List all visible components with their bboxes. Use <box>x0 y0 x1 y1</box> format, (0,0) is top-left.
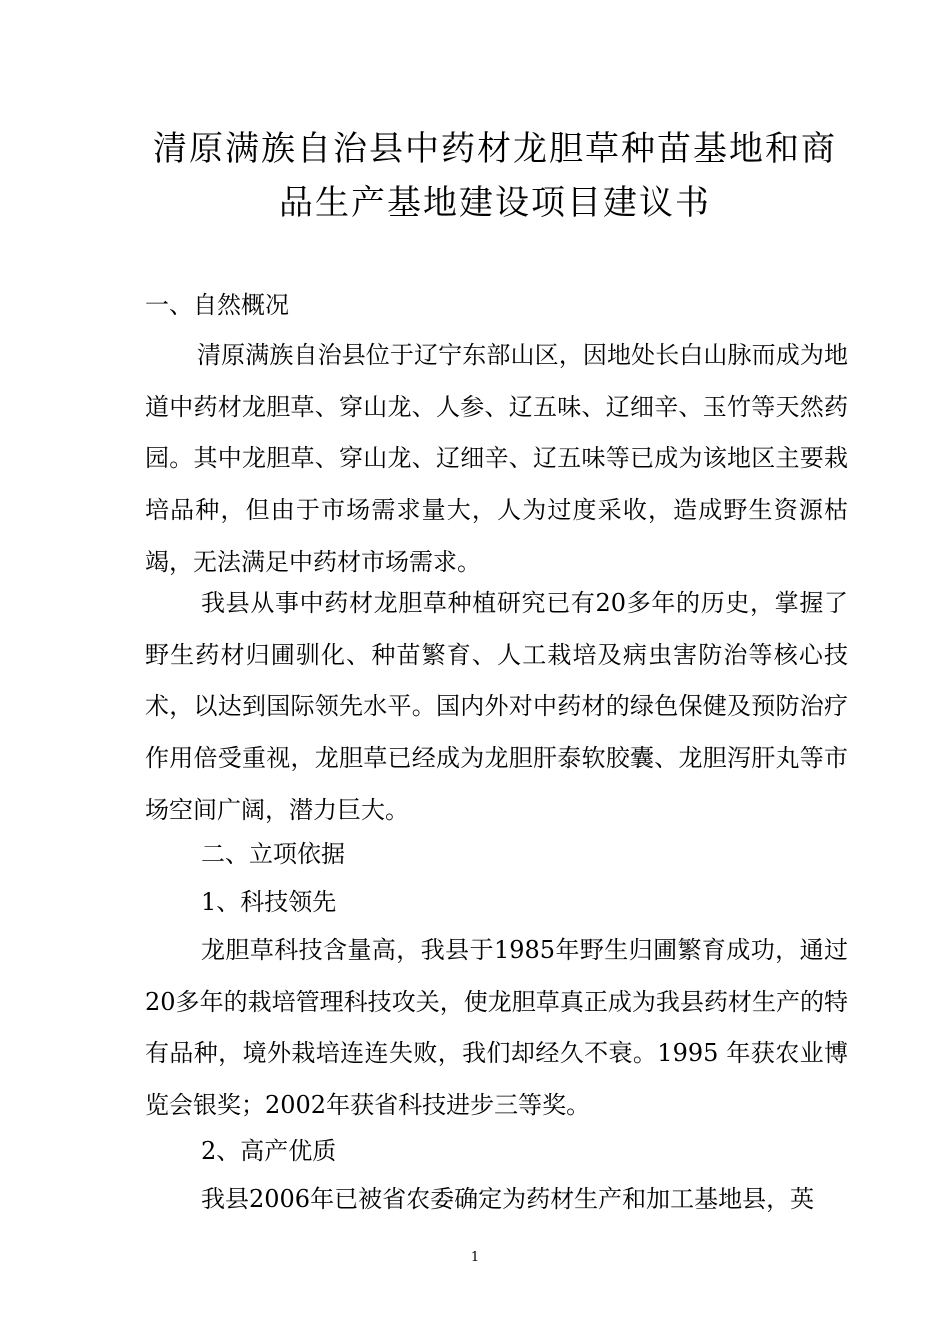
document-title <box>100 122 890 230</box>
subheading-high-yield: 2、高产优质 <box>201 1137 337 1165</box>
title-line-2: 品生产基地建设项目建议书 <box>279 183 711 223</box>
paragraph-natural-overview: 清原满族自治县位于辽宁东部山区，因地处长白山脉而成为地道中药材龙胆草、穿山龙、人参、辽五味、辽细辛、玉竹等天然药园。其中龙胆草、穿山龙、辽细辛、辽五味等已成为该地区主要栽培品种，但由于市场需求量大，人为过度采收，造成野生资源枯竭，无法满足中药材市场需求。 <box>145 341 848 576</box>
paragraph-high-yield: 我县2006年已被省农委确定为药材生产和加工基地县，英 <box>201 1185 815 1213</box>
section-heading-natural-overview: 一、自然概况 <box>145 291 289 319</box>
title-line-1: 清原满族自治县中药材龙胆草种苗基地和商 <box>153 129 837 169</box>
subheading-tech-lead: 1、科技领先 <box>201 888 337 916</box>
section-heading-basis: 二、立项依据 <box>201 840 345 868</box>
page-number: 1 <box>470 1250 480 1265</box>
paragraph-tech-lead: 龙胆草科技含量高，我县于1985年野生归圃繁育成功，通过20多年的栽培管理科技攻关，使龙胆草真正成为我县药材生产的特有品种，境外栽培连连失败，我们却经久不衰。1995 年获农业博览会银奖；2002年获省科技进步三等奖。 <box>145 936 848 1120</box>
paragraph-research-history: 我县从事中药材龙胆草种植研究已有20多年的历史，掌握了野生药材归圃驯化、种苗繁育、人工栽培及病虫害防治等核心技术，以达到国际领先水平。国内外对中药材的绿色保健及预防治疗作用倍受重视，龙胆草已经成为龙胆肝泰软胶囊、龙胆泻肝丸等市场空间广阔，潜力巨大。 <box>145 589 848 824</box>
